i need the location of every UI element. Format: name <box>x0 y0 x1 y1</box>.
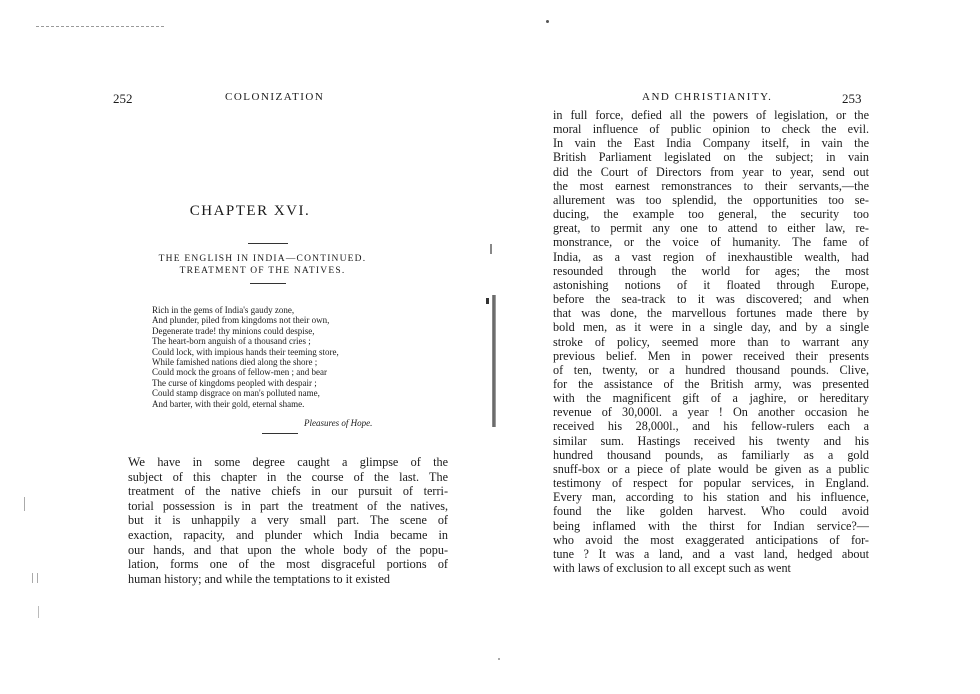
body-line: received his 28,000l., and his fellow-rulers each a <box>553 419 869 434</box>
poem-line: The heart-born anguish of a thousand cries ; <box>152 336 311 347</box>
poem-line: And plunder, piled from kingdoms not their own, <box>152 315 330 326</box>
poem-line: The curse of kingdoms peopled with despair ; <box>152 377 317 388</box>
body-line: our hands, and that upon the whole body of the popu- <box>128 542 448 557</box>
body-line: previous belief. Men in power received their presents <box>553 348 869 363</box>
body-line: British Parliament legislated on the subject; in vain <box>553 150 869 165</box>
body-line: of ten, twenty, or a hundred thousand pounds. Clive, <box>553 362 869 377</box>
body-line: stroke of policy, seemed more than to warrant any <box>553 334 869 349</box>
body-line: resounded through the world for ages; the most <box>553 263 869 278</box>
subtitle-line: THE ENGLISH IN INDIA—CONTINUED. <box>158 254 367 264</box>
chapter-title: CHAPTER XVI. <box>189 203 311 219</box>
right-page <box>490 0 980 694</box>
body-text <box>553 108 869 575</box>
body-line: tune ? It was a land, and a vast land, hedged about <box>553 546 869 561</box>
body-line: being inflamed with the thirst for Indian service?— <box>553 518 869 533</box>
body-line: great, to permit any one to attend to either law, re- <box>553 221 869 236</box>
body-line: revenue of 30,000l. a year ! On another occasion he <box>553 405 869 420</box>
running-head: AND CHRISTIANITY. <box>642 91 773 103</box>
divider-rule <box>262 433 298 434</box>
margin-mark <box>32 573 38 583</box>
body-line: moral influence of public opinion to check the evil. <box>553 122 869 137</box>
gutter-mark <box>490 244 492 254</box>
poem-attribution: Pleasures of Hope. <box>304 418 373 428</box>
scan-speck <box>498 658 500 660</box>
margin-mark <box>24 497 25 511</box>
margin-mark <box>38 606 39 618</box>
body-line: lation, forms one of the most disgraceful portions of <box>128 557 448 572</box>
epigraph-poem <box>152 305 452 409</box>
subtitle-line: TREATMENT OF THE NATIVES. <box>179 266 346 276</box>
body-line: before the sea-track to it was discovered; and when <box>553 292 869 307</box>
body-line: In vain the East India Company itself, in vain the <box>553 136 869 151</box>
gutter-mark <box>486 298 489 304</box>
body-line: who avoid the most exaggerated anticipations of for- <box>553 532 869 547</box>
body-line: We have in some degree caught a glimpse of the <box>128 454 448 469</box>
body-line: hundred thousand pounds, as familiarly as a gold <box>553 447 869 462</box>
poem-line: Degenerate trade! thy minions could despise, <box>152 325 315 336</box>
body-line: monstrance, or the voice of humanity. The fame of <box>553 235 869 250</box>
body-text <box>128 455 448 586</box>
body-line: subject of this chapter in the course of the last. The <box>128 469 448 484</box>
body-line: Every man, according to his station and his influence, <box>553 490 869 505</box>
poem-line: Could mock the groans of fellow-men ; and bear <box>152 367 327 378</box>
divider-rule <box>248 243 288 244</box>
body-line: did the Court of Directors from year to year, send out <box>553 164 869 179</box>
body-line: ducing, the example too general, the security too <box>553 207 869 222</box>
page-number: 252 <box>113 91 133 106</box>
body-line: allurement was too splendid, the opportunities too se- <box>553 192 869 207</box>
body-line: with the magnificent gift of a jaghire, or hereditary <box>553 391 869 406</box>
body-line: India, as a vast region of inexhaustible wealth, had <box>553 249 869 264</box>
body-line: snuff-box or a piece of plate would be given as a public <box>553 461 869 476</box>
body-line: found the like golden harvest. Who could avoid <box>553 504 869 519</box>
body-line: torial possession is in part the treatment of the natives, <box>128 498 448 513</box>
body-line: astonishing notions of it floated through Europe, <box>553 277 869 292</box>
scan-speck <box>546 20 549 23</box>
divider-rule <box>250 283 286 284</box>
poem-line: While famished nations died along the shore ; <box>152 357 318 368</box>
body-line: with laws of exclusion to all except such as went <box>553 561 791 575</box>
body-line: but it is unhappily a very small part. The scene of <box>128 513 448 528</box>
poem-line: Could lock, with impious hands their teeming store, <box>152 346 339 357</box>
gutter-shadow <box>492 295 496 427</box>
body-line: for the assistance of the British army, was presented <box>553 376 869 391</box>
body-line: in full force, defied all the powers of legislation, or the <box>553 108 869 122</box>
body-line: testimony of respect for popular services, in England. <box>553 476 869 491</box>
body-line: treatment of the native chiefs in our pursuit of terri- <box>128 484 448 499</box>
body-line: that was done, the marvellous fortunes made there by <box>553 306 869 321</box>
body-line: bold men, as it were in a single day, and by a single <box>553 320 869 335</box>
body-line: human history; and while the temptations to it existed <box>128 571 390 586</box>
body-line: exaction, rapacity, and plunder which India became in <box>128 527 448 542</box>
poem-line: And barter, with their gold, eternal shame. <box>152 398 305 409</box>
opening-word: We <box>128 454 145 469</box>
page-number: 253 <box>842 91 862 106</box>
poem-line: Could stamp disgrace on man's polluted name, <box>152 388 320 399</box>
poem-line: Rich in the gems of India's gaudy zone, <box>152 305 295 315</box>
running-head: COLONIZATION <box>225 91 325 103</box>
body-line: the most earnest remonstrances to their servants,—the <box>553 178 869 193</box>
body-line: similar sum. Hastings received his twenty and his <box>553 433 869 448</box>
scan-smudge <box>36 26 164 27</box>
chapter-subtitle <box>0 253 490 277</box>
